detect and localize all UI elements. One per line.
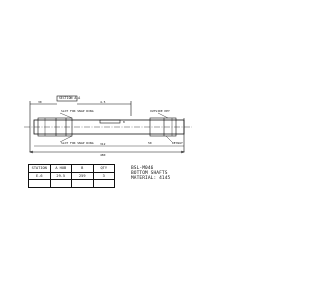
overall-dimension: 480 (100, 153, 106, 157)
bom-cell-empty (72, 180, 94, 188)
bom-cell-qty: 3 (93, 172, 115, 180)
part-number: BSL-M046 (131, 166, 154, 171)
bom-header-a-hub: A HUB (50, 165, 72, 173)
right-dimension: 50 (148, 141, 152, 145)
bom-header-b: B (72, 165, 94, 173)
keyway-slot (100, 120, 120, 123)
part-name: BOTTOM SHAFTS (131, 171, 168, 176)
shaft-length: 312 (100, 141, 106, 146)
bom-cell-a-hub: 29.5 (50, 172, 72, 180)
bom-row-empty (29, 180, 115, 188)
leader-3 (158, 113, 168, 118)
callout-snap-ring-2: SLOT FOR SNAP RING (61, 141, 94, 145)
callout-keyway: KEYWAY (172, 141, 183, 145)
bom-cell-empty (93, 180, 115, 188)
bom-cell-station: E-6 (29, 172, 51, 180)
title-block (131, 166, 170, 181)
left-dimension: 30 (38, 99, 42, 104)
top-dimension: 4.5 (100, 99, 106, 104)
callout-outside-key: OUTSIDE KEY (150, 109, 170, 113)
bom-header-qty: QTY (93, 165, 115, 173)
bom-cell-b: 259 (72, 172, 94, 180)
leader-1 (60, 113, 72, 118)
section-label: SECTION A-A (59, 96, 81, 100)
bom-table (28, 164, 115, 188)
bom-row (29, 172, 115, 180)
bom-cell-empty (50, 180, 72, 188)
bom-cell-empty (29, 180, 51, 188)
material: MATERIAL: 4145 (131, 176, 171, 181)
callout-8: 8 (123, 120, 125, 124)
callout-snap-ring-1: SLOT FOR SNAP RING (61, 109, 94, 113)
bom-header-row (29, 165, 115, 173)
bom-header-station: STATION (29, 165, 51, 173)
